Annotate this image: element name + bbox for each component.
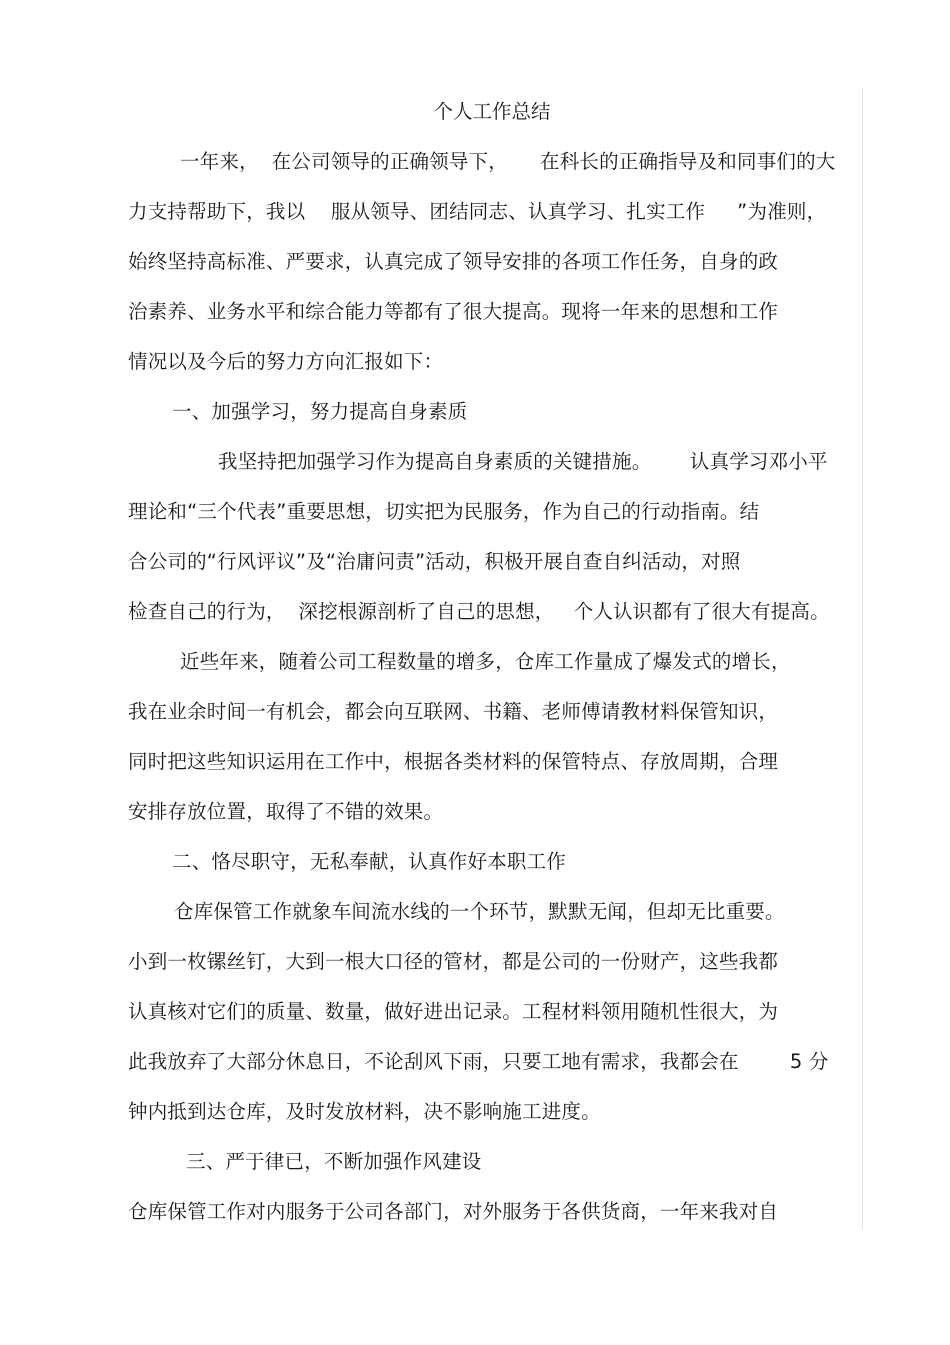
paragraph-line: 认真核对它们的质量、数量，做好进出记录。工程材料领用随机性很大，为 xyxy=(128,1000,779,1023)
section-heading: 三、严于律已，不断加强作风建设 xyxy=(186,1150,482,1173)
paragraph-line: 检查自己的行为， 深挖根源剖析了自己的思想， 个人认识都有了很大有提高。 xyxy=(128,600,830,623)
paragraph-line: 情况以及今后的努力方向汇报如下： xyxy=(128,350,444,373)
paragraph-line: 我在业余时间一有机会，都会向互联网、书籍、老师傅请教材料保管知识， xyxy=(128,700,779,723)
paragraph-line: 合公司的“行风评议”及“治庸问责”活动，积极开展自查自纠活动，对照 xyxy=(128,550,741,573)
paragraph-line: 仓库保管工作就象车间流水线的一个环节，默默无闻，但却无比重要。 xyxy=(174,900,785,923)
paragraph-line: 理论和“三个代表”重要思想，切实把为民服务，作为自己的行动指南。结 xyxy=(128,500,760,523)
paragraph-line: 力支持帮助下，我以 服从领导、团结同志、认真学习、扎实工作 ”为准则， xyxy=(128,200,827,223)
paragraph-line: 治素养、业务水平和综合能力等都有了很大提高。现将一年来的思想和工作 xyxy=(128,300,779,323)
paragraph-line: 始终坚持高标准、严要求，认真完成了领导安排的各项工作任务，自身的政 xyxy=(128,250,779,273)
paragraph-line: 近些年来，随着公司工程数量的增多，仓库工作量成了爆发式的增长， xyxy=(180,650,791,673)
section-heading: 二、恪尽职守，无私奉献，认真作好本职工作 xyxy=(172,850,567,873)
document-title: 个人工作总结 xyxy=(433,100,551,123)
paragraph-line: 安排存放位置，取得了不错的效果。 xyxy=(128,800,444,823)
paragraph-line: 小到一枚镙丝钉，大到一根大口径的管材，都是公司的一份财产，这些我都 xyxy=(128,950,779,973)
paragraph-line: 一年来， 在公司领导的正确领导下， 在科长的正确指导及和同事们的大 xyxy=(180,150,836,173)
paragraph-line: 钟内抵到达仓库，及时发放材料，决不影响施工进度。 xyxy=(128,1100,601,1123)
paragraph-line: 此我放弃了大部分休息日，不论刮风下雨，只要工地有需求，我都会在 5 分 xyxy=(128,1050,829,1073)
paragraph-line: 我坚持把加强学习作为提高自身素质的关键措施。 认真学习邓小平 xyxy=(218,450,828,473)
paragraph-line: 仓库保管工作对内服务于公司各部门，对外服务于各供货商，一年来我对自 xyxy=(128,1200,779,1223)
paragraph-line: 同时把这些知识运用在工作中，根据各类材料的保管特点、存放周期，合理 xyxy=(128,750,779,773)
section-heading: 一、加强学习，努力提高自身素质 xyxy=(172,400,468,423)
